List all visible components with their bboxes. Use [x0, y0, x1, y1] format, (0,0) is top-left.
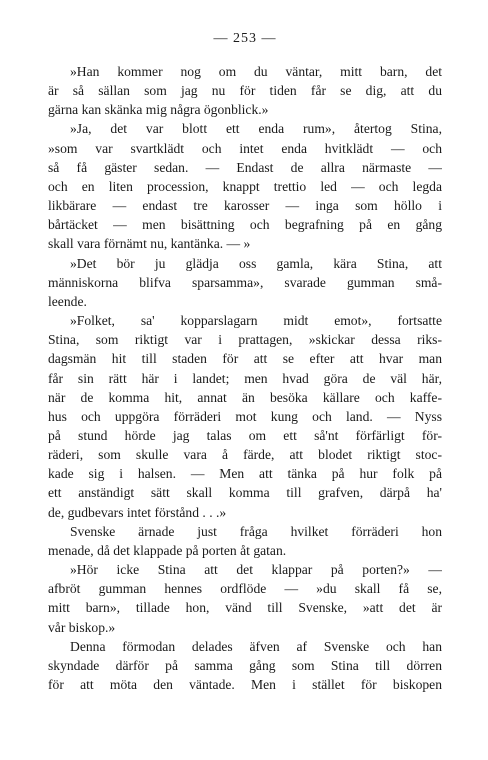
text-line: skall vara förnämt nu, kantänka. — »	[48, 236, 251, 252]
text-line: dagsmän hit till staden för att se efter att hvar man	[48, 351, 442, 367]
text-line: Denna förmodan delades äfven af Svenske och han	[70, 638, 442, 654]
paragraph	[48, 62, 442, 119]
page-number: — 253 —	[213, 31, 277, 46]
text-line: när de komma hit, annat än besöka källare och kaffe-	[48, 389, 442, 405]
text-line: »Hör icke Stina att det klappar på porten?» —	[70, 562, 442, 578]
text-line: räderi, som skulle vara å färde, att blodet riktigt stoc-	[48, 447, 442, 463]
text-line: på stund hörde jag talas om ett så'nt förfärligt för-	[48, 427, 442, 443]
text-line: Svenske ärnade just fråga hvilket förräderi hon	[70, 523, 442, 539]
text-line: vår biskop.»	[48, 619, 116, 635]
text-line: är så sällan som jag nu för tiden får se dig, att du	[48, 83, 442, 99]
text-line: ett anständigt sätt skall komma till grafven, därpå ha'	[48, 485, 442, 501]
text-line: »Det bör ju glädja oss gamla, kära Stina, att	[70, 255, 442, 271]
page-body-text	[48, 62, 442, 694]
text-line: menade, då det klappade på porten åt gatan.	[48, 542, 287, 558]
text-line: »som var svartklädt och intet enda hvitklädt — och	[48, 140, 442, 156]
text-line: de, gudbevars intet förstånd . . .»	[48, 504, 227, 520]
paragraph	[48, 637, 442, 694]
text-line: afbröt gumman hennes ordflöde — »du skall få se,	[48, 581, 442, 597]
paragraph	[48, 119, 442, 253]
book-page	[48, 30, 442, 694]
paragraph	[48, 560, 442, 637]
text-line: likbärare — endast tre karosser — inga som höllo i	[48, 198, 442, 214]
text-line: »Han kommer nog om du väntar, mitt barn, det	[70, 64, 442, 79]
text-line: och en liten procession, knappt trettio led — och legda	[48, 178, 442, 194]
paragraph	[48, 311, 442, 522]
text-line: hus och uppgöra förräderi mot kung och land. — Nyss	[48, 408, 442, 424]
text-line: skyndade därför på samma gång som Stina till dörren	[48, 657, 442, 673]
text-line: får sin rätt här i landet; men hvad göra de väl här,	[48, 370, 442, 386]
text-line: bårtäcket — men bisättning och begrafning på en gång	[48, 217, 442, 233]
paragraph	[48, 254, 442, 311]
text-line: gärna kan skänka mig några ögonblick.»	[48, 102, 269, 118]
text-line: »Ja, det var blott ett enda rum», återtog Stina,	[70, 121, 442, 137]
text-line: »Folket, sa' kopparslagarn midt emot», fortsatte	[70, 313, 442, 329]
text-line: för att möta den väntade. Men i stället för biskopen	[48, 677, 442, 692]
text-line: kade sig i halsen. — Men att tänka på hur folk på	[48, 466, 442, 482]
text-line: människorna blifva sparsamma», svarade gumman små-	[48, 274, 442, 290]
paragraph	[48, 522, 442, 560]
text-line: mitt barn», tillade hon, vänd till Svenske, »att det är	[48, 600, 442, 616]
text-line: Stina, som riktigt var i prattagen, »skickar dessa riks-	[48, 332, 442, 348]
text-line: så få gäster sedan. — Endast de allra närmaste —	[48, 159, 442, 175]
text-line: leende.	[48, 293, 87, 309]
